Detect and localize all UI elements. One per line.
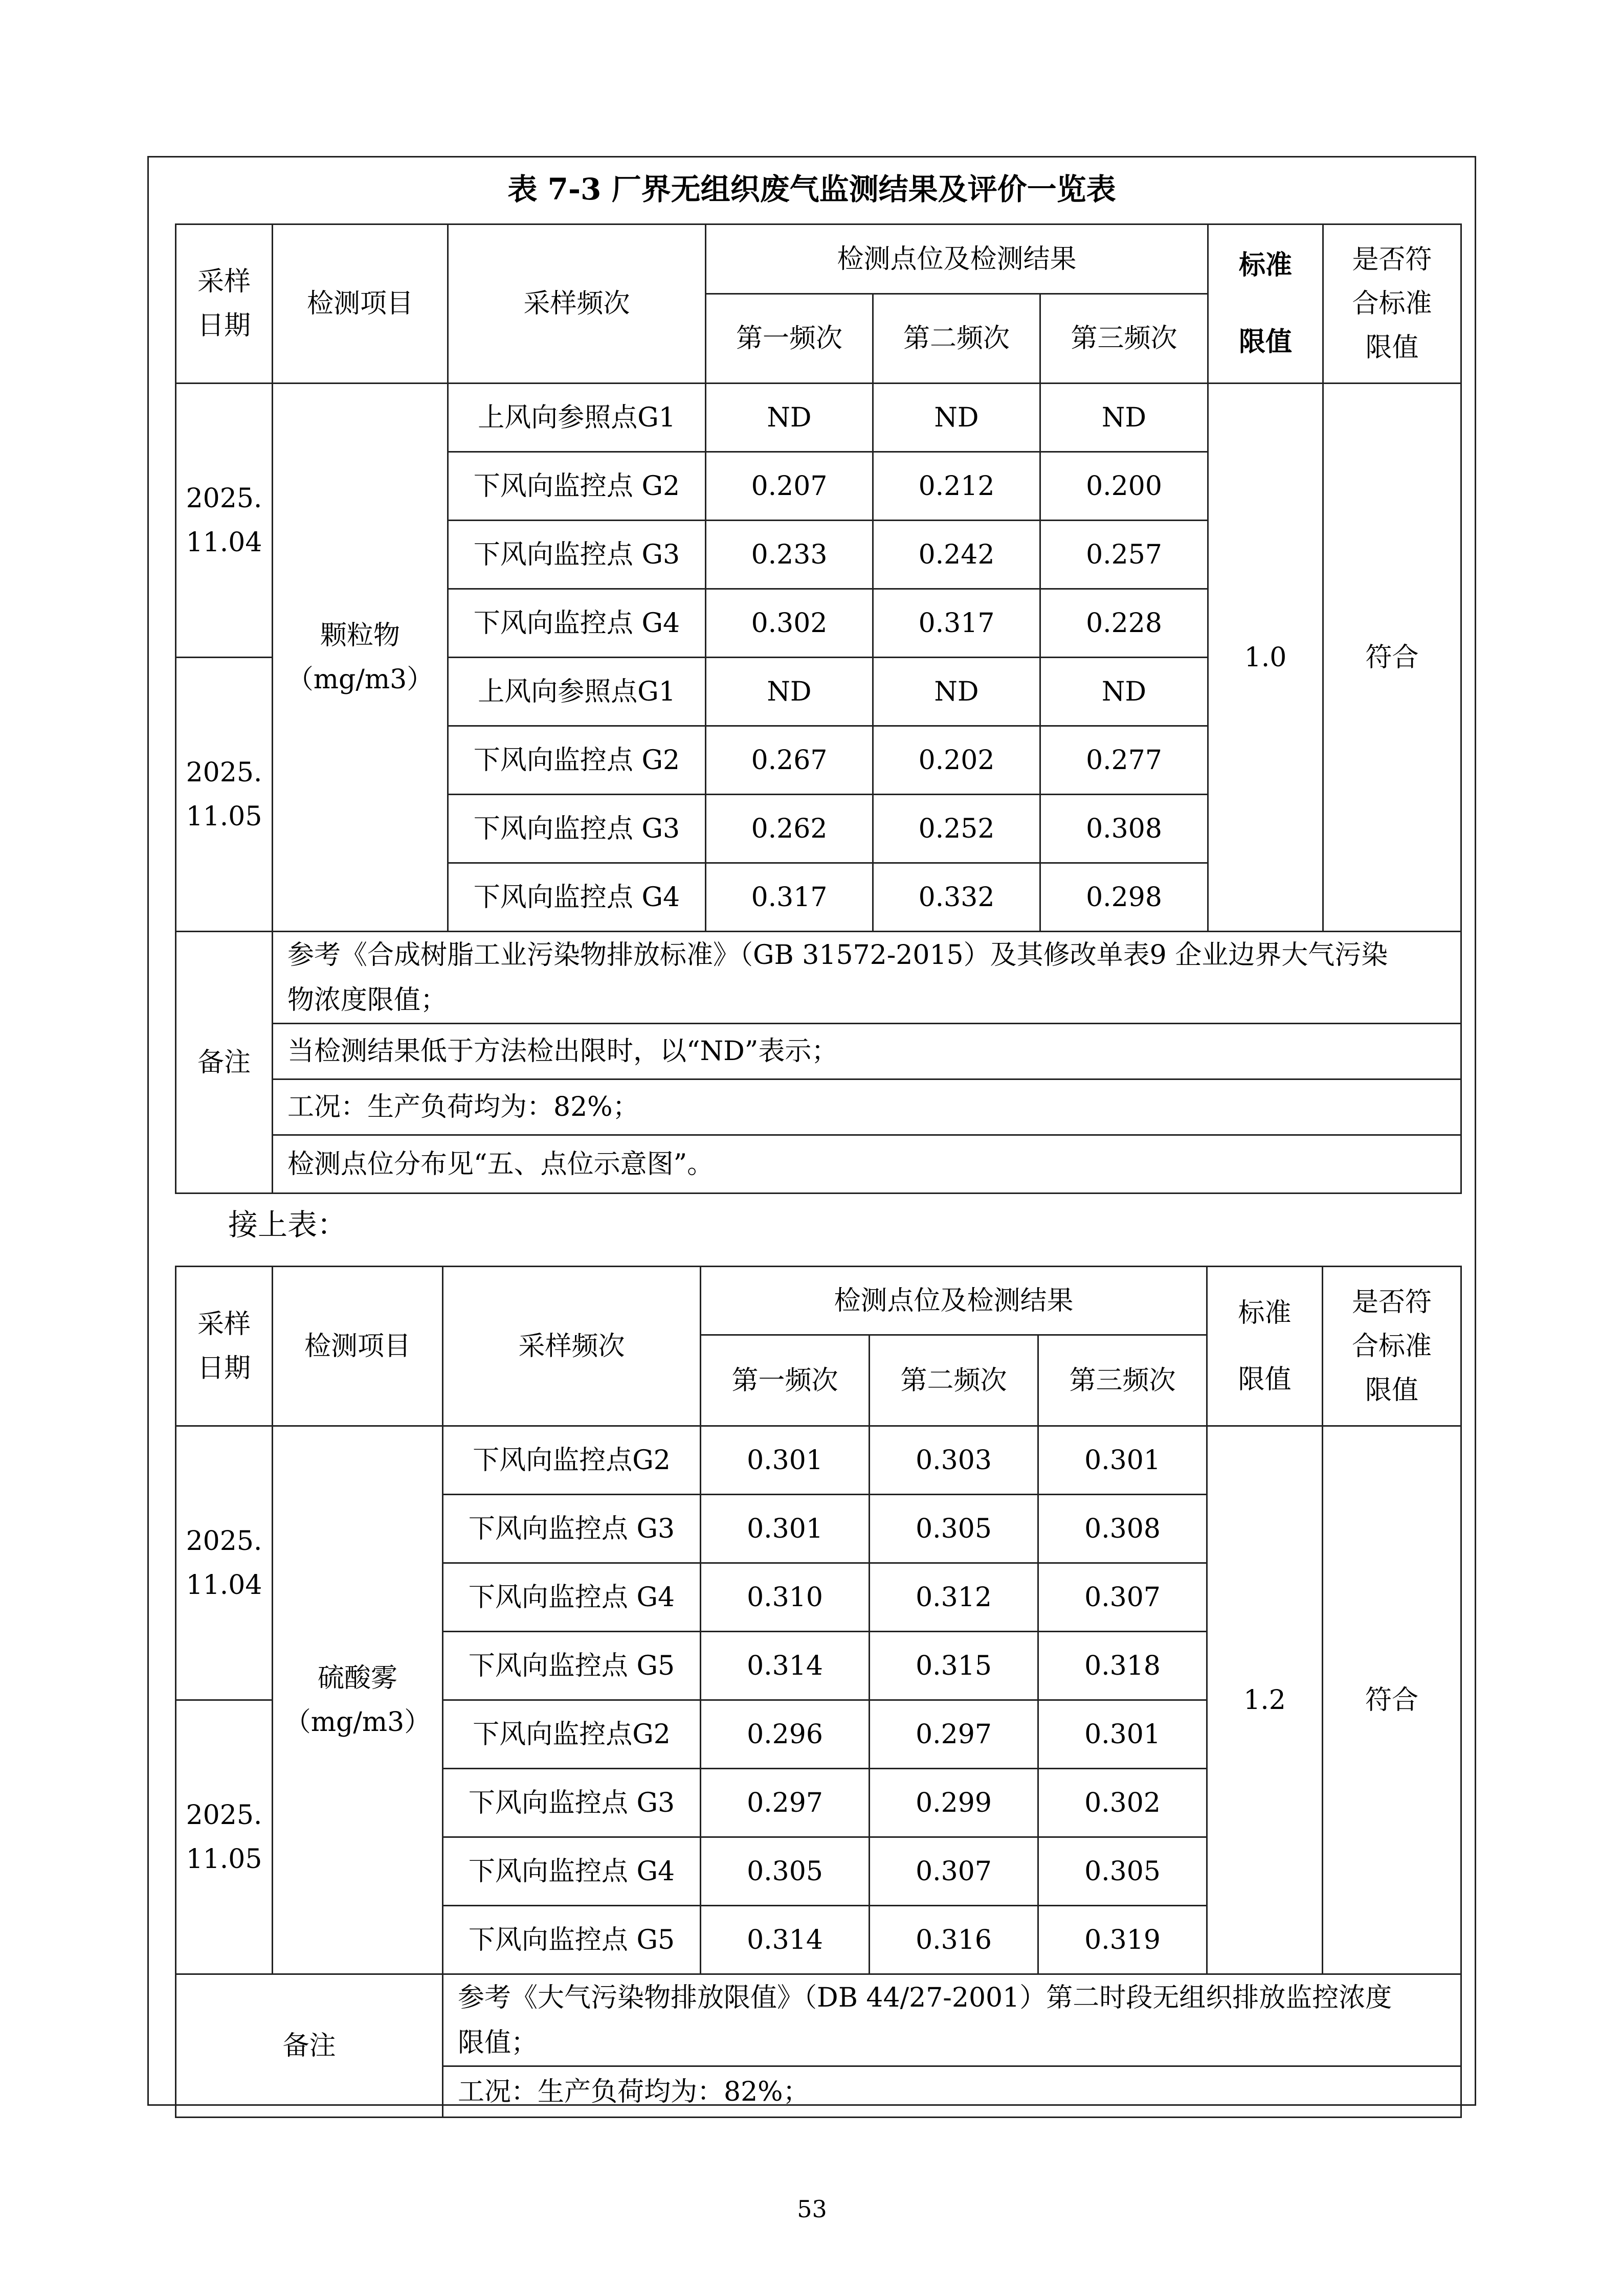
value-cell: 0.202: [873, 726, 1040, 795]
value-cell: 0.310: [701, 1563, 870, 1632]
table-title: 表 7-3 厂界无组织废气监测结果及评价一览表: [507, 172, 1116, 207]
value-cell: 0.228: [1040, 589, 1208, 658]
monitoring-point: 下风向监控点 G5: [443, 1632, 701, 1700]
value-cell: 0.242: [873, 521, 1040, 589]
value-cell: 0.257: [1040, 521, 1208, 589]
notes-row: [176, 1024, 1461, 1079]
notes-row: [176, 1079, 1461, 1135]
standard-limit: 1.0: [1208, 384, 1323, 932]
header-test-item: 检测项目: [273, 1267, 443, 1426]
header-standard-limit: 标准 限值: [1208, 224, 1323, 384]
header-round-3: 第三频次: [1040, 294, 1208, 384]
note-item: 工况：生产负荷均为：82%；: [443, 2066, 1461, 2118]
header-sampling-frequency: 采样频次: [448, 224, 706, 384]
monitoring-point: 下风向监控点G2: [443, 1700, 701, 1769]
value-cell: ND: [1040, 384, 1208, 452]
value-cell: 0.314: [701, 1632, 870, 1700]
monitoring-point: 上风向参照点G1: [448, 384, 706, 452]
value-cell: 0.317: [706, 863, 873, 932]
value-cell: 0.308: [1040, 795, 1208, 863]
continued-label: 接上表：: [228, 1207, 347, 1242]
sampling-date: 2025. 11.05: [176, 1700, 273, 1974]
monitoring-point: 下风向监控点G2: [443, 1426, 701, 1495]
notes-label: 备注: [176, 932, 273, 1194]
value-cell: 0.305: [870, 1495, 1038, 1563]
monitoring-point: 下风向监控点 G3: [443, 1495, 701, 1563]
header-test-item: 检测项目: [273, 224, 448, 384]
notes-label: 备注: [176, 1974, 443, 2118]
header-compliance: 是否符 合标准 限值: [1323, 1267, 1461, 1426]
results-table-sulfuric-acid-mist: [175, 1266, 1462, 2118]
value-cell: 0.296: [701, 1700, 870, 1769]
note-item: 检测点位分布见“五、点位示意图”。: [273, 1135, 1461, 1194]
monitoring-point: 下风向监控点 G5: [443, 1906, 701, 1974]
table-row: [176, 1426, 1461, 1495]
note-item: 工况：生产负荷均为：82%；: [273, 1079, 1461, 1135]
value-cell: 0.267: [706, 726, 873, 795]
compliance-result: 符合: [1323, 1426, 1461, 1974]
value-cell: 0.308: [1038, 1495, 1207, 1563]
test-item: 硫酸雾 （mg/m3）: [273, 1426, 443, 1974]
header-sampling-date: 采样 日期: [176, 1267, 273, 1426]
value-cell: 0.301: [701, 1426, 870, 1495]
value-cell: ND: [873, 658, 1040, 726]
sampling-date: 2025. 11.05: [176, 658, 273, 932]
notes-row: [176, 932, 1461, 1024]
monitoring-point: 下风向监控点 G3: [448, 521, 706, 589]
value-cell: 0.297: [701, 1769, 870, 1837]
note-item: 参考《合成树脂工业污染物排放标准》（GB 31572-2015）及其修改单表9 企业边界大气污染 物浓度限值；: [273, 932, 1461, 1024]
monitoring-point: 下风向监控点 G4: [448, 589, 706, 658]
value-cell: 0.317: [873, 589, 1040, 658]
value-cell: 0.262: [706, 795, 873, 863]
value-cell: 0.305: [701, 1837, 870, 1906]
value-cell: 0.314: [701, 1906, 870, 1974]
value-cell: 0.207: [706, 452, 873, 521]
note-item: 当检测结果低于方法检出限时，以“ND”表示；: [273, 1024, 1461, 1079]
value-cell: ND: [706, 658, 873, 726]
value-cell: 0.319: [1038, 1906, 1207, 1974]
value-cell: 0.252: [873, 795, 1040, 863]
value-cell: 0.315: [870, 1632, 1038, 1700]
monitoring-point: 下风向监控点 G4: [443, 1563, 701, 1632]
value-cell: ND: [873, 384, 1040, 452]
value-cell: 0.297: [870, 1700, 1038, 1769]
value-cell: 0.299: [870, 1769, 1038, 1837]
table-row: [176, 384, 1461, 452]
header-compliance: 是否符 合标准 限值: [1323, 224, 1461, 384]
monitoring-point: 下风向监控点 G4: [443, 1837, 701, 1906]
header-monitoring-results: 检测点位及检测结果: [706, 224, 1208, 294]
value-cell: 0.332: [873, 863, 1040, 932]
header-round-3: 第三频次: [1038, 1335, 1207, 1426]
sampling-date: 2025. 11.04: [176, 384, 273, 658]
sampling-date: 2025. 11.04: [176, 1426, 273, 1700]
monitoring-point: 下风向监控点 G2: [448, 452, 706, 521]
header-sampling-frequency: 采样频次: [443, 1267, 701, 1426]
monitoring-point: 上风向参照点G1: [448, 658, 706, 726]
standard-limit: 1.2: [1207, 1426, 1323, 1974]
page-number: 53: [797, 2195, 827, 2223]
value-cell: 0.301: [701, 1495, 870, 1563]
value-cell: 0.303: [870, 1426, 1038, 1495]
note-item: 参考《大气污染物排放限值》（DB 44/27-2001）第二时段无组织排放监控浓度 限值；: [443, 1974, 1461, 2066]
value-cell: 0.301: [1038, 1700, 1207, 1769]
value-cell: 0.301: [1038, 1426, 1207, 1495]
header-sampling-date: 采样 日期: [176, 224, 273, 384]
header-round-1: 第一频次: [701, 1335, 870, 1426]
value-cell: 0.302: [706, 589, 873, 658]
value-cell: 0.212: [873, 452, 1040, 521]
notes-row: [176, 1135, 1461, 1194]
value-cell: 0.307: [870, 1837, 1038, 1906]
value-cell: ND: [706, 384, 873, 452]
header-round-1: 第一频次: [706, 294, 873, 384]
value-cell: 0.307: [1038, 1563, 1207, 1632]
value-cell: 0.298: [1040, 863, 1208, 932]
monitoring-point: 下风向监控点 G3: [443, 1769, 701, 1837]
monitoring-point: 下风向监控点 G4: [448, 863, 706, 932]
header-monitoring-results: 检测点位及检测结果: [701, 1267, 1207, 1335]
value-cell: 0.316: [870, 1906, 1038, 1974]
test-item: 颗粒物 （mg/m3）: [273, 384, 448, 932]
monitoring-point: 下风向监控点 G2: [448, 726, 706, 795]
value-cell: 0.277: [1040, 726, 1208, 795]
value-cell: 0.200: [1040, 452, 1208, 521]
header-round-2: 第二频次: [873, 294, 1040, 384]
value-cell: 0.318: [1038, 1632, 1207, 1700]
compliance-result: 符合: [1323, 384, 1461, 932]
notes-row: [176, 1974, 1461, 2066]
value-cell: 0.302: [1038, 1769, 1207, 1837]
results-table-particulates: [175, 223, 1462, 1194]
header-standard-limit: 标准 限值: [1207, 1267, 1323, 1426]
monitoring-point: 下风向监控点 G3: [448, 795, 706, 863]
value-cell: 0.305: [1038, 1837, 1207, 1906]
value-cell: 0.312: [870, 1563, 1038, 1632]
value-cell: ND: [1040, 658, 1208, 726]
value-cell: 0.233: [706, 521, 873, 589]
header-round-2: 第二频次: [870, 1335, 1038, 1426]
